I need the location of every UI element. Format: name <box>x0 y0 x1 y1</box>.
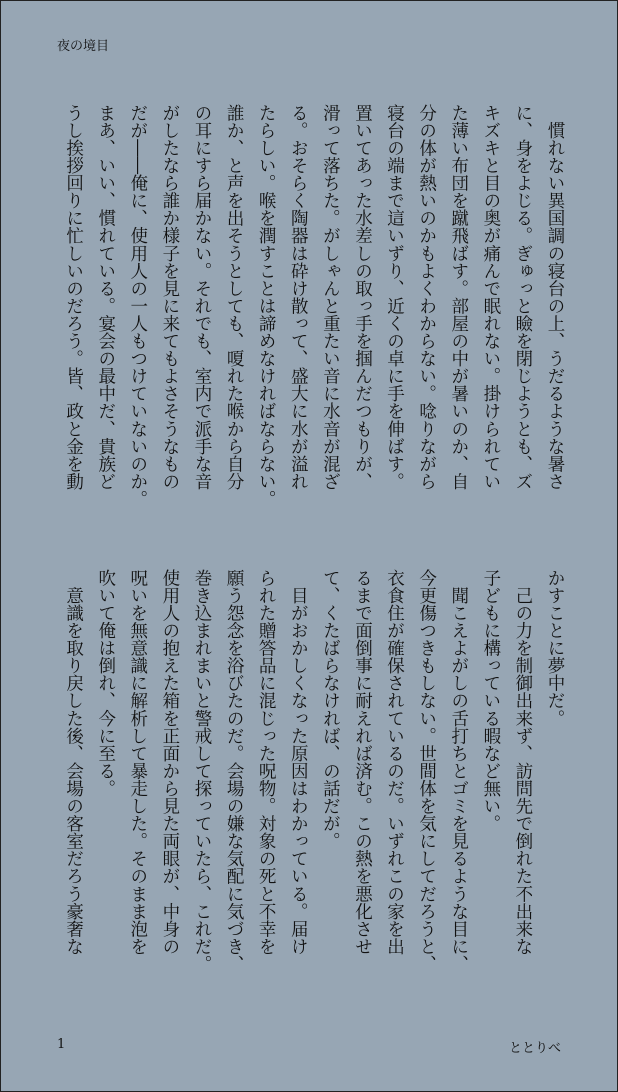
text-line: 聞こえよがしの舌打ちとゴミを見るような目に、 <box>448 569 469 973</box>
text-line: 巻き込まれまいと警戒して探っていたら、これだ。 <box>191 569 212 973</box>
text-line: 分の体が熱いのかもよくわからない。唸りながら <box>416 104 437 491</box>
text-line: まあ、いい、慣れている。宴会の最中だ、貴族ど <box>95 104 116 491</box>
page-number: 1 <box>57 1037 66 1052</box>
author-name: ととりべ <box>508 1041 561 1056</box>
document-title: 夜の境目 <box>57 39 110 54</box>
text-line: た薄い布団を蹴飛ばす。部屋の中が暑いのか、自 <box>448 104 469 491</box>
text-line: 寝台の端まで這いずり、近くの卓に手を伸ばす。 <box>384 104 405 491</box>
text-line: 慣れない異国調の寝台の上、うだるような暑さ <box>545 104 565 491</box>
text-line: 衣食住が確保されているのだ。いずれこの家を出 <box>384 569 405 956</box>
text-line: 今更傷つきもしない。世間体を気にしてだろうと、 <box>416 569 437 973</box>
text-line: 吹いて俺は倒れ、今に至る。 <box>95 569 116 798</box>
text-line: たらしい。喉を潤すことは諦めなければならない。 <box>256 104 277 508</box>
text-line: うし挨拶回りに忙しいのだろう。皆、政と金を動 <box>63 104 84 491</box>
text-line: て、くたばらなければ、の話だが。 <box>320 569 341 850</box>
text-line: 己の力を制御出来ず、訪問先で倒れた不出来な <box>512 569 533 956</box>
text-line: 意識を取り戻した後、会場の客室だろう豪奢な <box>63 569 84 956</box>
text-line: 使用人の抱えた箱を正面から見た両眼が、中身の <box>159 569 180 956</box>
text-line: られた贈答品に混じった呪物。対象の死と不幸を <box>256 569 277 956</box>
text-line: る。おそらく陶器は砕け散って、盛大に水が溢れ <box>288 104 309 491</box>
text-line: 置いてあった水差しの取っ手を掴んだつもりが、 <box>352 104 373 491</box>
text-line: の耳にすら届かない。それでも、室内で派手な音 <box>191 104 212 491</box>
text-line: に、身をよじる。ぎゅっと瞼を閉じようとも、ズ <box>512 104 533 491</box>
text-line: かすことに夢中だ。 <box>545 569 565 727</box>
text-line: 子どもに構っている暇など無い。 <box>480 569 501 833</box>
text-line: だが――俺に、使用人の一人もつけていないのか。 <box>127 104 148 508</box>
text-block-lower <box>58 569 572 989</box>
text-line: がしたなら誰か様子を見に来てもよさそうなもの <box>159 104 180 491</box>
text-line: 誰か、と声を出そうとしても、嗄れた喉から自分 <box>224 104 245 491</box>
text-line: 呪いを無意識に解析して暴走した。そのまま泡を <box>127 569 148 956</box>
text-line: 目がおかしくなった原因はわかっている。届け <box>288 569 309 956</box>
text-line: キズキと目の奥が痛んで眠れない。掛けられてい <box>480 104 501 491</box>
text-line: るまで面倒事に耐えれば済む。この熱を悪化させ <box>352 569 373 956</box>
text-line: 滑って落ちた。がしゃんと重たい音に水音が混ざ <box>320 104 341 491</box>
text-block-upper <box>58 104 572 524</box>
text-line: 願う怨念を浴びたのだ。会場の嫌な気配に気づき、 <box>224 569 245 973</box>
